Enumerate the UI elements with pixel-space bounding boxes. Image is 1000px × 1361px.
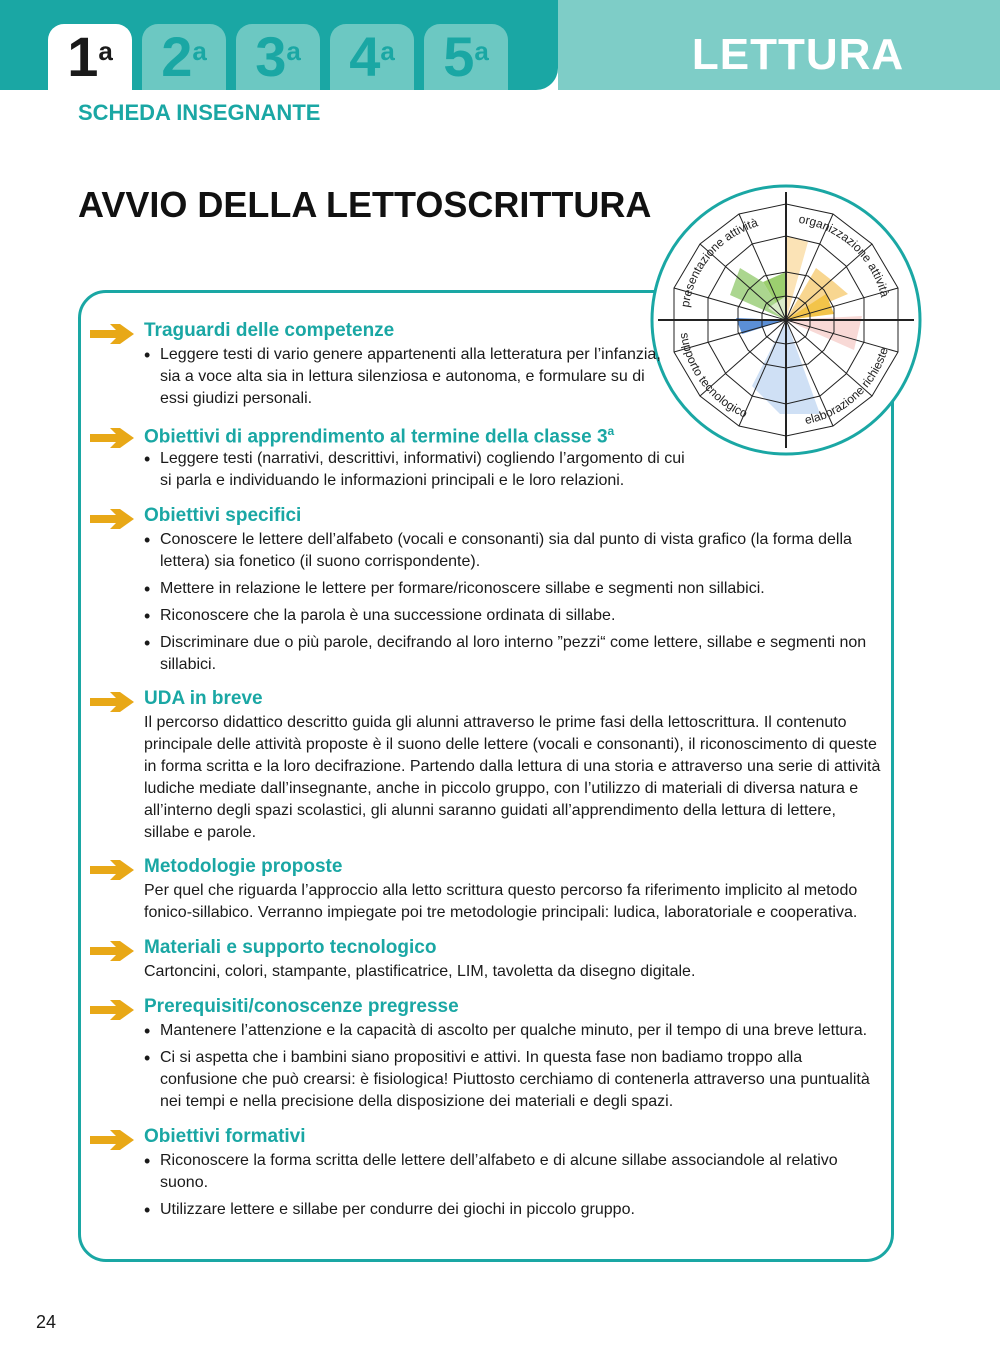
list-item: • Leggere testi (narrativi, descrittivi, informativi) cogliendo l’argomento di cui si parla e individuando le informazioni principali e le loro relazioni. <box>144 448 698 492</box>
section-body <box>144 880 882 924</box>
ordinal-suffix: a <box>286 36 301 66</box>
section-title: Obiettivi formativi <box>144 1126 306 1147</box>
list-item: • Conoscere le lettere dell’alfabeto (vocali e consonanti) sia dal punto di vista grafico (la forma della lettera) sia fonetico (il suono corrispondente). <box>144 529 882 573</box>
page-number: 24 <box>36 1312 57 1332</box>
arrow-icon <box>90 939 134 963</box>
section-title: UDA in breve <box>144 688 263 709</box>
section-title <box>144 424 614 448</box>
section-paragraph: Per quel che riguarda l’approccio alla letto scrittura questo percorso fa riferimento implicito al metodo fonico-sillabico. Verranno impiegate poi tre metodologie principali: ludica, laboratoriale e cooperativa. <box>144 882 858 921</box>
ordinal-suffix: a <box>380 36 395 66</box>
section-body <box>144 448 698 497</box>
tab-class-5[interactable] <box>424 24 508 90</box>
radar-label-elaborazione: elaborazione richieste <box>803 345 891 428</box>
tab-class-3[interactable] <box>236 24 320 90</box>
list-item: • Mettere in relazione le lettere per formare/riconoscere sillabe e segmenti non sillabici. <box>144 578 882 600</box>
ordinal-suffix: a <box>98 36 113 66</box>
arrow-icon <box>90 998 134 1022</box>
section-body <box>144 1020 882 1118</box>
tab-label: 4 <box>349 25 381 88</box>
section-paragraph: Cartoncini, colori, stampante, plastificatrice, LIM, tavoletta da disegno digitale. <box>144 963 696 980</box>
list-item: • Utilizzare lettere e sillabe per condurre dei giochi in piccolo gruppo. <box>144 1199 882 1221</box>
radar-label-presentazione: presentazione attività <box>677 215 760 309</box>
list-item: • Ci si aspetta che i bambini siano propositivi e attivi. In questa fase non badiamo troppo alla confusione che può crearsi: è fisiologica! Piuttosto cerchiamo di contenerla attraverso una puntualità nei tempi e nella precisione della disposizione dei materiali e degli spazi. <box>144 1047 882 1113</box>
arrow-icon <box>90 690 134 714</box>
list-item: • Riconoscere che la parola è una successione ordinata di sillabe. <box>144 605 882 627</box>
tab-label: 1 <box>67 25 99 88</box>
section-title: Obiettivi specifici <box>144 505 302 526</box>
radar-label-organizzazione: organizzazione attività <box>797 211 893 299</box>
tab-class-4[interactable] <box>330 24 414 90</box>
section-body <box>144 961 882 983</box>
ordinal-suffix: a <box>607 424 615 438</box>
teacher-sheet-label: SCHEDA INSEGNANTE <box>78 100 321 125</box>
list-item: • Mantenere l’attenzione e la capacità di ascolto per qualche minuto, per il tempo di una breve lettura. <box>144 1020 882 1042</box>
arrow-icon <box>90 1128 134 1152</box>
section-title: Traguardi delle competenze <box>144 320 395 341</box>
section-title-text: Obiettivi di apprendimento al termine della classe 3 <box>144 426 608 448</box>
section-title: Metodologie proposte <box>144 856 343 877</box>
list-item: • Discriminare due o più parole, decifrando al loro interno ”pezzi“ come lettere, sillabe e segmenti non sillabici. <box>144 632 882 676</box>
section-body <box>144 529 882 681</box>
subject-title: LETTURA <box>691 30 905 79</box>
ordinal-suffix: a <box>474 36 489 66</box>
arrow-icon <box>90 322 134 346</box>
tab-label: 2 <box>161 25 193 88</box>
list-item: • Leggere testi di vario genere appartenenti alla letteratura per l’infanzia, sia a voce alta sia in lettura silenziosa e autonoma, e formulare su di essi giudizi personali. <box>144 344 666 410</box>
tab-label: 3 <box>255 25 287 88</box>
page-title: AVVIO DELLA LETTOSCRITTURA <box>78 184 652 225</box>
section-paragraph: Il percorso didattico descritto guida gli alunni attraverso le prime fasi della lettoscrittura. Il contenuto principale delle attività proposte è il suono delle lettere (vocali e consonanti), il riconoscimento di queste in forma scritta e la loro decifrazione. Partendo dalla lettura di una storia e attraverso una serie di attività ludiche mediate dall’insegnante, anche in piccolo gruppo, con l’utilizzo di materiali di diversa natura e all’interno degli spazi scolastici, gli alunni saranno guidati all’apprendimento della lettura di lettere, sillabe e parole. <box>144 714 881 841</box>
arrow-icon <box>90 507 134 531</box>
activity-radar-diagram <box>650 184 922 456</box>
arrow-icon <box>90 858 134 882</box>
section-title: Materiali e supporto tecnologico <box>144 937 437 958</box>
section-body <box>144 712 882 844</box>
radar-label-supporto: supporto tecnologico <box>677 331 750 421</box>
ordinal-suffix: a <box>192 36 207 66</box>
section-title: Prerequisiti/conoscenze pregresse <box>144 996 459 1017</box>
arrow-icon <box>90 426 134 450</box>
section-body <box>144 344 666 415</box>
tab-class-1[interactable] <box>48 24 132 90</box>
section-body <box>144 1150 882 1226</box>
tab-label: 5 <box>443 25 475 88</box>
list-item: • Riconoscere la forma scritta delle lettere dell’alfabeto e di alcune sillabe associandole al relativo suono. <box>144 1150 882 1194</box>
tab-class-2[interactable] <box>142 24 226 90</box>
